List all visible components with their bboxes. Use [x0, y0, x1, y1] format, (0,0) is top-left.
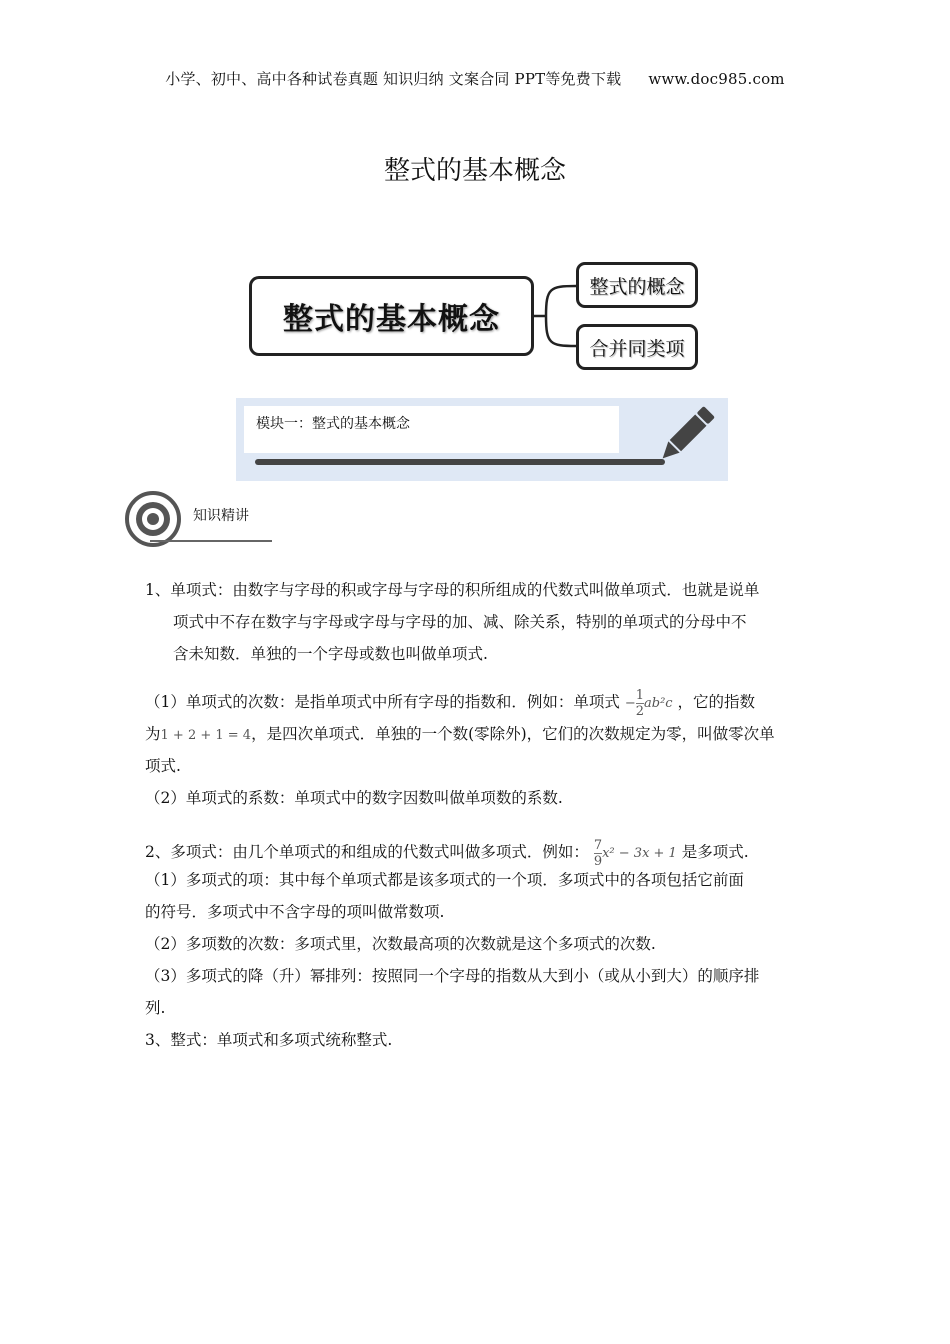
paragraph-integral: 3、整式：单项式和多项式统称整式. [145, 1031, 393, 1049]
paragraph-monomial-degree-2 [145, 718, 815, 752]
degree-text-4: ，是四次单项式．单独的一个数(零除外)，它们的次数规定为零，叫做零次单 [251, 725, 775, 743]
monomial-sign: − [624, 696, 636, 711]
poly-terms-1: （1）多项式的项：其中每个单项式都是该多项式的一个项．多项式中的各项包括它前面 [145, 871, 744, 889]
header-site[interactable]: www.doc985.com [648, 70, 785, 88]
monomial-variables: ab²c [644, 696, 673, 711]
section-underline [150, 540, 272, 542]
degree-text-1: （1）单项式的次数：是指单项式中所有字母的指数和．例如：单项式 [145, 693, 620, 711]
mindmap-branch-2: 合并同类项 [576, 324, 698, 370]
poly-ordering-2: 列. [145, 999, 166, 1017]
degree-text-3: 为 [145, 725, 161, 743]
module-underline [255, 459, 665, 465]
poly-expression: x² − 3x + 1 [602, 846, 677, 861]
paragraph-monomial-degree [145, 686, 815, 720]
mindmap-branch-1: 整式的概念 [576, 262, 698, 308]
poly-terms-2: 的符号．多项式中不含字母的项叫做常数项. [145, 903, 445, 921]
poly-text-2: 是多项式. [681, 843, 749, 861]
degree-text-5: 项式. [145, 757, 181, 775]
paragraph-monomial [145, 574, 810, 670]
pencil-icon [655, 402, 717, 468]
module-title: 模块一：整式的基本概念 [256, 416, 410, 432]
poly-degree: （2）多项数的次数：多项式里，次数最高项的次数就是这个多项式的次数. [145, 935, 656, 953]
paragraph-coefficient: （2）单项式的系数：单项式中的数字因数叫做单项数的系数. [145, 789, 563, 807]
para1-line2: 项式中不存在数字与字母或字母与字母的加、减、除关系，特别的单项式的分母中不 [173, 613, 747, 631]
degree-text-2: ，它的指数 [677, 693, 756, 711]
mindmap-connector [530, 270, 580, 380]
para1-line1: 1、单项式：由数字与字母的积或字母与字母的积所组成的代数式叫做单项式．也就是说单 [145, 581, 760, 599]
section-label: 知识精讲 [193, 508, 249, 524]
page-header [0, 68, 950, 89]
poly-ordering-1: （3）多项式的降（升）幂排列：按照同一个字母的指数从大到小（或从小到大）的顺序排 [145, 967, 760, 985]
poly-text-1: 2、多项式：由几个单项式的和组成的代数式叫做多项式．例如： [145, 843, 589, 861]
degree-sum: 1 + 2 + 1 = 4 [160, 728, 252, 743]
monomial-fraction: $\frac{1}{2}$ [635, 687, 644, 719]
mindmap-root: 整式的基本概念 [249, 276, 534, 356]
para1-line3: 含未知数．单独的一个字母或数也叫做单项式. [173, 645, 488, 663]
header-text: 小学、初中、高中各种试卷真题 知识归纳 文案合同 PPT等免费下载 [165, 70, 622, 88]
poly-fraction: $\frac{7}{9}$ [593, 837, 603, 869]
page-title: 整式的基本概念 [383, 156, 566, 186]
